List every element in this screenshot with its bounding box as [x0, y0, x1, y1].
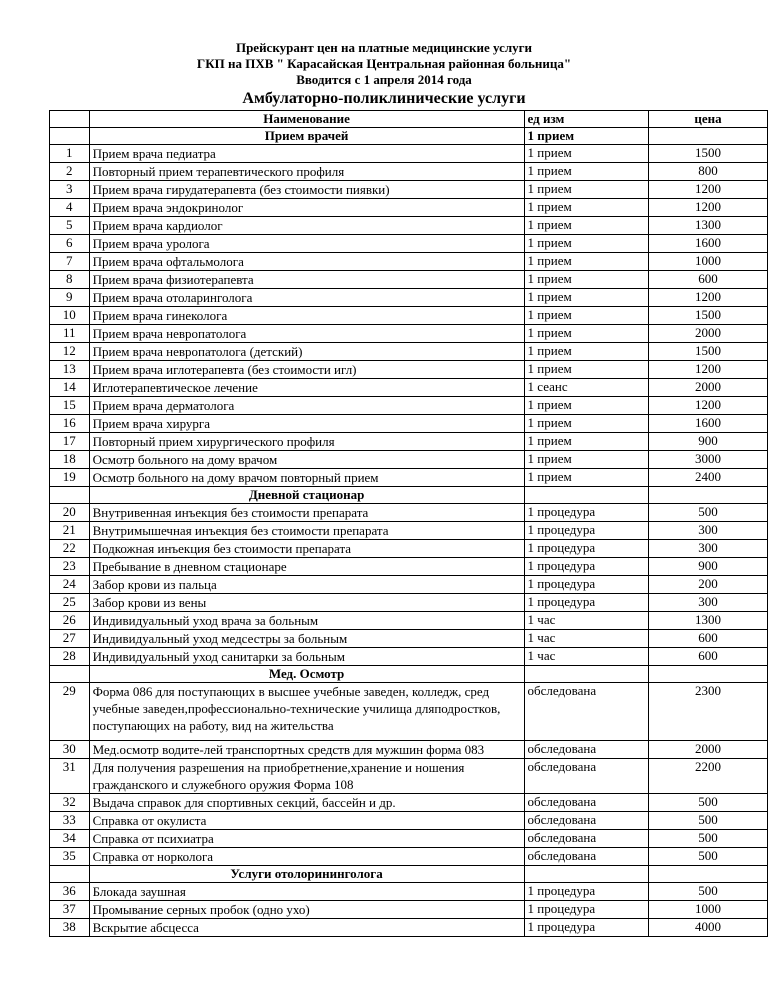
- row-service-name: Иглотерапевтическое лечение: [89, 379, 524, 397]
- row-number: 37: [50, 901, 90, 919]
- row-service-name: Вскрытие абсцесса: [89, 919, 524, 937]
- price-table-body: [50, 111, 768, 937]
- row-service-name: Форма 086 для поступающих в высшее учебные заведен, колледж, сред учебные заведен,профессионально-технические училища дляподростков, поступающих на работу, вид на жительства: [89, 683, 524, 741]
- row-price: 600: [649, 271, 768, 289]
- table-row: [50, 901, 768, 919]
- row-unit: 1 процедура: [524, 919, 649, 937]
- row-service-name: Промывание серных пробок (одно ухо): [89, 901, 524, 919]
- table-row: [50, 451, 768, 469]
- header-line-3: Вводится с 1 апреля 2014 года: [296, 72, 472, 87]
- row-unit: 1 прием: [524, 145, 649, 163]
- row-price: 1600: [649, 415, 768, 433]
- row-unit: 1 прием: [524, 235, 649, 253]
- table-row: [50, 919, 768, 937]
- row-price: 1500: [649, 145, 768, 163]
- table-row: [50, 504, 768, 522]
- section-num-cell: [50, 128, 90, 145]
- row-number: 26: [50, 612, 90, 630]
- row-price: 1200: [649, 397, 768, 415]
- section-price-cell: [649, 487, 768, 504]
- row-unit: 1 час: [524, 630, 649, 648]
- row-price: 2200: [649, 759, 768, 794]
- row-number: 24: [50, 576, 90, 594]
- row-unit: 1 процедура: [524, 883, 649, 901]
- row-service-name: Прием врача гинеколога: [89, 307, 524, 325]
- row-price: 1600: [649, 235, 768, 253]
- section-row: [50, 128, 768, 145]
- row-price: 300: [649, 522, 768, 540]
- row-unit: 1 прием: [524, 199, 649, 217]
- table-row: [50, 812, 768, 830]
- row-number: 32: [50, 794, 90, 812]
- row-service-name: Справка от норколога: [89, 848, 524, 866]
- row-price: 1200: [649, 289, 768, 307]
- document-subtitle: Амбулаторно-поликлинические услуги: [242, 90, 526, 107]
- section-row: [50, 866, 768, 883]
- table-row: [50, 540, 768, 558]
- section-num-cell: [50, 487, 90, 504]
- table-row: [50, 883, 768, 901]
- row-unit: 1 прием: [524, 469, 649, 487]
- row-service-name: Индивидуальный уход медсестры за больным: [89, 630, 524, 648]
- table-row: [50, 361, 768, 379]
- header-line-2: ГКП на ПХВ " Карасайская Центральная районная больница": [196, 56, 572, 71]
- row-service-name: Прием врача педиатра: [89, 145, 524, 163]
- row-unit: 1 прием: [524, 271, 649, 289]
- header-price-cell: цена: [649, 111, 768, 128]
- row-unit: 1 прием: [524, 415, 649, 433]
- row-unit: 1 прием: [524, 163, 649, 181]
- table-row: [50, 612, 768, 630]
- section-unit: 1 прием: [524, 128, 649, 145]
- table-row: [50, 343, 768, 361]
- section-num-cell: [50, 666, 90, 683]
- row-number: 15: [50, 397, 90, 415]
- row-price: 2000: [649, 741, 768, 759]
- row-unit: 1 прием: [524, 343, 649, 361]
- table-row: [50, 253, 768, 271]
- row-number: 34: [50, 830, 90, 848]
- table-row: [50, 794, 768, 812]
- row-price: 600: [649, 630, 768, 648]
- table-row: [50, 433, 768, 451]
- row-price: 500: [649, 848, 768, 866]
- row-service-name: Прием врача отоларинголога: [89, 289, 524, 307]
- row-number: 27: [50, 630, 90, 648]
- row-number: 36: [50, 883, 90, 901]
- row-number: 35: [50, 848, 90, 866]
- table-row: [50, 379, 768, 397]
- row-unit: 1 процедура: [524, 504, 649, 522]
- table-row: [50, 145, 768, 163]
- header-num-cell: [50, 111, 90, 128]
- row-price: 2000: [649, 325, 768, 343]
- row-unit: 1 процедура: [524, 576, 649, 594]
- row-unit: 1 час: [524, 648, 649, 666]
- row-price: 2300: [649, 683, 768, 741]
- row-price: 900: [649, 433, 768, 451]
- row-number: 10: [50, 307, 90, 325]
- section-title: Прием врачей: [89, 128, 524, 145]
- row-number: 38: [50, 919, 90, 937]
- section-row: [50, 666, 768, 683]
- row-unit: 1 процедура: [524, 594, 649, 612]
- row-service-name: Пребывание в дневном стационаре: [89, 558, 524, 576]
- table-row: [50, 683, 768, 741]
- row-service-name: Внутривенная инъекция без стоимости препарата: [89, 504, 524, 522]
- row-number: 12: [50, 343, 90, 361]
- row-service-name: Прием врача гирудатерапевта (без стоимости пиявки): [89, 181, 524, 199]
- table-row: [50, 163, 768, 181]
- row-service-name: Индивидуальный уход врача за больным: [89, 612, 524, 630]
- row-price: 1000: [649, 253, 768, 271]
- row-unit: 1 прием: [524, 307, 649, 325]
- row-price: 1500: [649, 343, 768, 361]
- row-service-name: Выдача справок для спортивных секций, бассейн и др.: [89, 794, 524, 812]
- row-unit: обследована: [524, 830, 649, 848]
- row-number: 21: [50, 522, 90, 540]
- row-number: 22: [50, 540, 90, 558]
- row-service-name: Подкожная инъекция без стоимости препарата: [89, 540, 524, 558]
- row-number: 14: [50, 379, 90, 397]
- row-unit: обследована: [524, 683, 649, 741]
- row-number: 19: [50, 469, 90, 487]
- row-number: 31: [50, 759, 90, 794]
- row-service-name: Забор крови из пальца: [89, 576, 524, 594]
- row-unit: 1 прием: [524, 361, 649, 379]
- row-service-name: Прием врача хирурга: [89, 415, 524, 433]
- table-row: [50, 630, 768, 648]
- row-number: 29: [50, 683, 90, 741]
- row-number: 13: [50, 361, 90, 379]
- header-line-1: Прейскурант цен на платные медицинские услуги: [235, 40, 533, 55]
- row-price: 3000: [649, 451, 768, 469]
- row-unit: 1 прием: [524, 253, 649, 271]
- table-row: [50, 558, 768, 576]
- row-service-name: Забор крови из вены: [89, 594, 524, 612]
- row-unit: 1 прием: [524, 451, 649, 469]
- row-price: 2400: [649, 469, 768, 487]
- row-service-name: Прием врача уролога: [89, 235, 524, 253]
- row-price: 1200: [649, 181, 768, 199]
- row-price: 1300: [649, 612, 768, 630]
- row-price: 1200: [649, 361, 768, 379]
- row-service-name: Осмотр больного на дому врачом: [89, 451, 524, 469]
- row-service-name: Индивидуальный уход санитарки за больным: [89, 648, 524, 666]
- row-service-name: Прием врача физиотерапевта: [89, 271, 524, 289]
- row-unit: 1 процедура: [524, 901, 649, 919]
- section-row: [50, 487, 768, 504]
- row-unit: обследована: [524, 794, 649, 812]
- row-number: 2: [50, 163, 90, 181]
- row-price: 200: [649, 576, 768, 594]
- row-price: 800: [649, 163, 768, 181]
- header-name-cell: Наименование: [89, 111, 524, 128]
- row-service-name: Прием врача дерматолога: [89, 397, 524, 415]
- row-price: 500: [649, 504, 768, 522]
- row-service-name: Внутримышечная инъекция без стоимости препарата: [89, 522, 524, 540]
- row-unit: 1 сеанс: [524, 379, 649, 397]
- row-number: 25: [50, 594, 90, 612]
- row-price: 500: [649, 794, 768, 812]
- row-price: 300: [649, 594, 768, 612]
- row-price: 500: [649, 812, 768, 830]
- row-service-name: Справка от окулиста: [89, 812, 524, 830]
- section-num-cell: [50, 866, 90, 883]
- row-unit: 1 прием: [524, 397, 649, 415]
- row-unit: 1 прием: [524, 289, 649, 307]
- table-row: [50, 741, 768, 759]
- table-row: [50, 217, 768, 235]
- table-row: [50, 397, 768, 415]
- row-price: 2000: [649, 379, 768, 397]
- table-row: [50, 830, 768, 848]
- row-number: 17: [50, 433, 90, 451]
- row-service-name: Прием врача офтальмолога: [89, 253, 524, 271]
- table-row: [50, 199, 768, 217]
- row-number: 11: [50, 325, 90, 343]
- row-unit: 1 процедура: [524, 558, 649, 576]
- row-service-name: Прием врача иглотерапевта (без стоимости игл): [89, 361, 524, 379]
- row-number: 7: [50, 253, 90, 271]
- table-row: [50, 307, 768, 325]
- section-unit: [524, 487, 649, 504]
- row-unit: 1 прием: [524, 433, 649, 451]
- row-service-name: Справка от психиатра: [89, 830, 524, 848]
- table-row: [50, 576, 768, 594]
- row-number: 1: [50, 145, 90, 163]
- row-price: 1300: [649, 217, 768, 235]
- row-unit: 1 прием: [524, 181, 649, 199]
- row-price: 4000: [649, 919, 768, 937]
- section-title: Дневной стационар: [89, 487, 524, 504]
- table-row: [50, 325, 768, 343]
- row-service-name: Повторный прием хирургического профиля: [89, 433, 524, 451]
- table-row: [50, 594, 768, 612]
- row-unit: обследована: [524, 848, 649, 866]
- row-price: 500: [649, 883, 768, 901]
- row-unit: обследована: [524, 759, 649, 794]
- table-row: [50, 271, 768, 289]
- row-number: 28: [50, 648, 90, 666]
- table-row: [50, 415, 768, 433]
- table-row: [50, 289, 768, 307]
- row-number: 16: [50, 415, 90, 433]
- row-unit: обследована: [524, 741, 649, 759]
- row-unit: 1 прием: [524, 325, 649, 343]
- row-number: 33: [50, 812, 90, 830]
- table-row: [50, 759, 768, 794]
- table-row: [50, 648, 768, 666]
- row-number: 9: [50, 289, 90, 307]
- row-service-name: Осмотр больного на дому врачом повторный прием: [89, 469, 524, 487]
- row-number: 30: [50, 741, 90, 759]
- row-number: 8: [50, 271, 90, 289]
- row-service-name: Для получения разрешения на приобретнение,хранение и ношения гражданского и служебного оружия Форма 108: [89, 759, 524, 794]
- row-number: 23: [50, 558, 90, 576]
- header-unit-cell: ед изм: [524, 111, 649, 128]
- row-service-name: Блокада заушная: [89, 883, 524, 901]
- row-service-name: Прием врача эндокринолог: [89, 199, 524, 217]
- row-unit: 1 процедура: [524, 540, 649, 558]
- section-unit: [524, 666, 649, 683]
- row-number: 18: [50, 451, 90, 469]
- row-service-name: Прием врача невропатолога (детский): [89, 343, 524, 361]
- section-title: Мед. Осмотр: [89, 666, 524, 683]
- section-title: Услуги отолорининголога: [89, 866, 524, 883]
- row-unit: 1 прием: [524, 217, 649, 235]
- row-number: 3: [50, 181, 90, 199]
- row-price: 900: [649, 558, 768, 576]
- row-unit: 1 час: [524, 612, 649, 630]
- row-number: 4: [50, 199, 90, 217]
- table-row: [50, 235, 768, 253]
- section-price-cell: [649, 666, 768, 683]
- table-row: [50, 469, 768, 487]
- row-service-name: Прием врача кардиолог: [89, 217, 524, 235]
- section-unit: [524, 866, 649, 883]
- table-header-row: [50, 111, 768, 128]
- row-price: 300: [649, 540, 768, 558]
- row-price: 1200: [649, 199, 768, 217]
- row-number: 20: [50, 504, 90, 522]
- row-service-name: Прием врача невропатолога: [89, 325, 524, 343]
- row-service-name: Мед.осмотр водите-лей транспортных средств для мужшин форма 083: [89, 741, 524, 759]
- section-price-cell: [649, 128, 768, 145]
- table-row: [50, 522, 768, 540]
- row-number: 6: [50, 235, 90, 253]
- table-row: [50, 848, 768, 866]
- row-price: 500: [649, 830, 768, 848]
- row-price: 1000: [649, 901, 768, 919]
- row-number: 5: [50, 217, 90, 235]
- row-unit: 1 процедура: [524, 522, 649, 540]
- row-service-name: Повторный прием терапевтического профиля: [89, 163, 524, 181]
- row-unit: обследована: [524, 812, 649, 830]
- table-row: [50, 181, 768, 199]
- row-price: 1500: [649, 307, 768, 325]
- row-price: 600: [649, 648, 768, 666]
- document-header: [0, 40, 768, 109]
- section-price-cell: [649, 866, 768, 883]
- price-table: [49, 110, 768, 937]
